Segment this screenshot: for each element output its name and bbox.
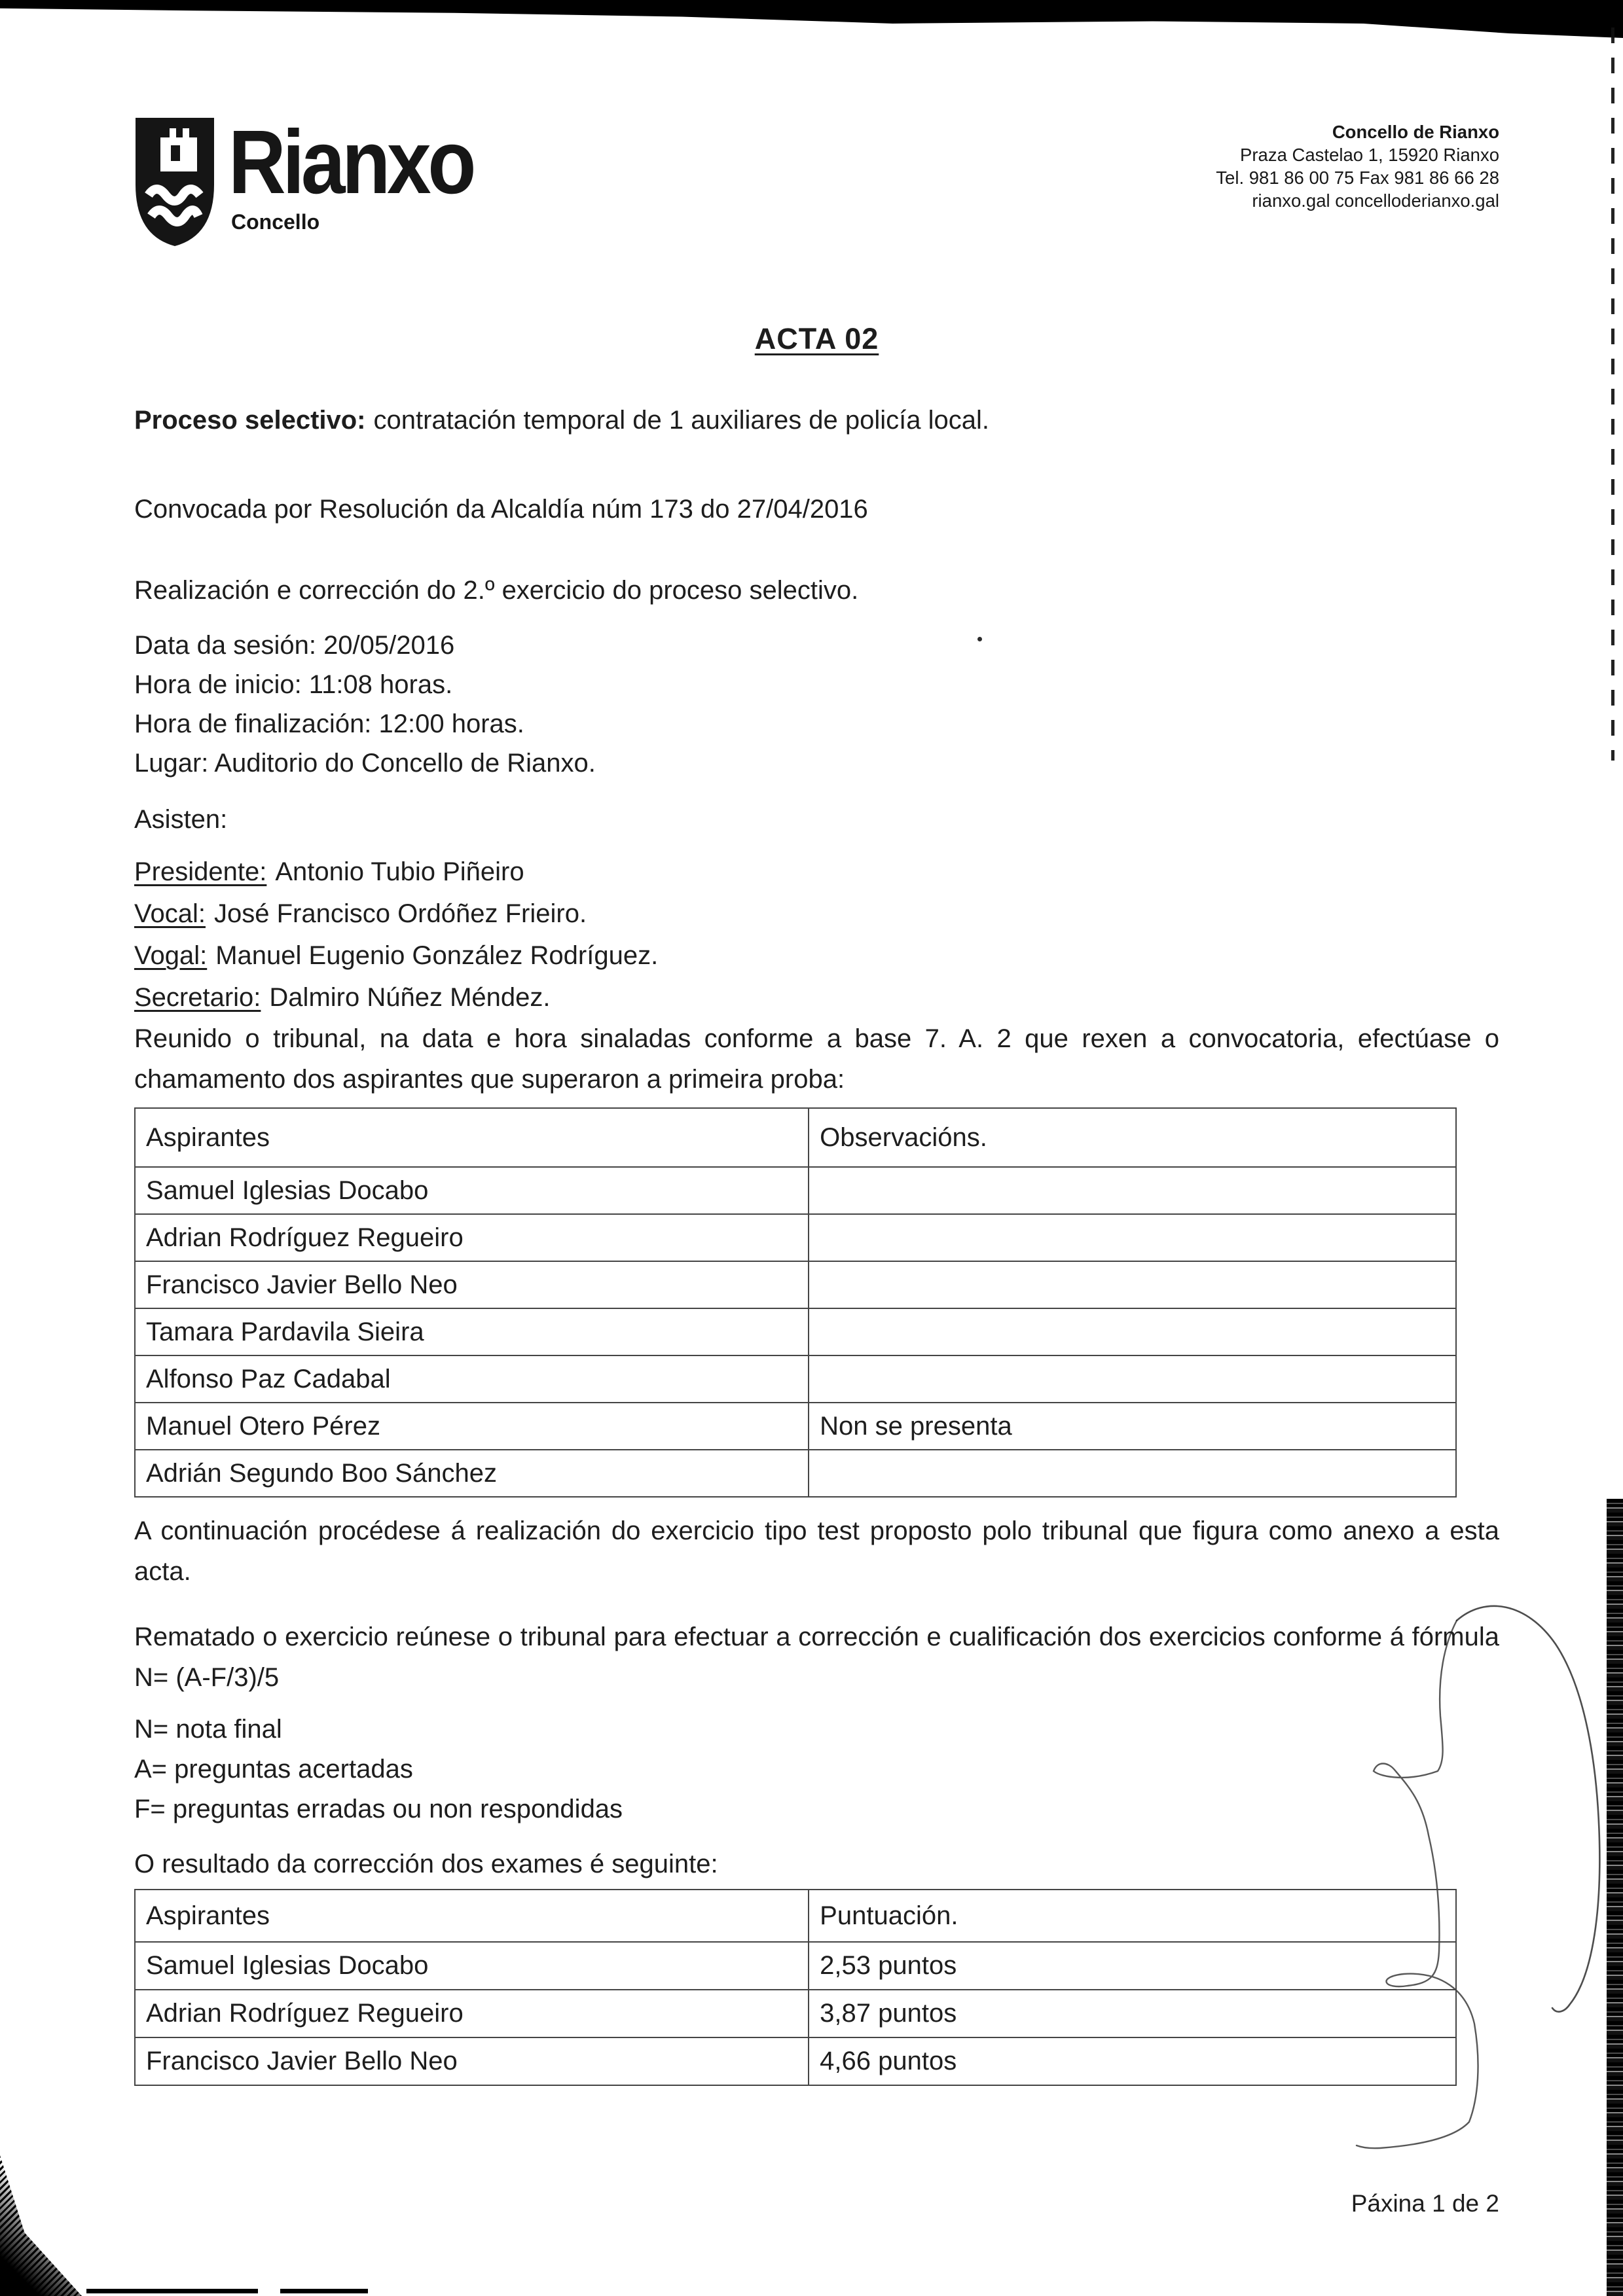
table-row: [135, 1942, 1456, 1990]
tribunal-member: [134, 935, 1499, 977]
column-header-aspirantes: Aspirantes: [135, 1108, 809, 1167]
observacions-cell: [809, 1450, 1456, 1497]
column-header-observacions: Observacións.: [809, 1108, 1456, 1167]
aspirante-cell: Francisco Javier Bello Neo: [135, 1261, 809, 1308]
observacions-cell: [809, 1261, 1456, 1308]
tribunal-role: Vocal:: [134, 899, 206, 928]
aspirante-cell: Francisco Javier Bello Neo: [135, 2037, 809, 2085]
reunido-paragraph: Reunido o tribunal, na data e hora sinaladas conforme a base 7. A. 2 que rexen a convocatoria, efectúase o chamamento dos aspirantes que superaron a primeira proba:: [134, 1024, 1499, 1094]
proceso-text: contratación temporal de 1 auxiliares de policía local.: [373, 406, 990, 435]
aspirante-cell: Tamara Pardavila Sieira: [135, 1308, 809, 1355]
aspirante-cell: Adrián Segundo Boo Sánchez: [135, 1450, 809, 1497]
tribunal-role: Secretario:: [134, 983, 261, 1012]
tribunal-name: Dalmiro Núñez Méndez.: [269, 983, 551, 1012]
tribunal-name: Manuel Eugenio González Rodríguez.: [215, 941, 659, 970]
logo-text: [228, 112, 506, 247]
tribunal-name: Antonio Tubio Piñeiro: [275, 857, 524, 886]
convocada-line: Convocada por Resolución da Alcaldía núm 173 do 27/04/2016: [134, 495, 868, 524]
aspirante-cell: Adrian Rodríguez Regueiro: [135, 1214, 809, 1261]
observacions-cell: [809, 1355, 1456, 1403]
table-row: [135, 1308, 1456, 1355]
formula-legend: [134, 1710, 1499, 1829]
aspirante-cell: Manuel Otero Pérez: [135, 1403, 809, 1450]
realizacion-line: Realización e corrección do 2.º exercicio do proceso selectivo.: [134, 576, 859, 605]
aspirante-cell: Adrian Rodríguez Regueiro: [135, 1990, 809, 2037]
resultado-line: O resultado da corrección dos exames é seguinte:: [134, 1850, 718, 1878]
scan-artifact-right-edge-dashes: [1611, 27, 1614, 761]
table-row: [135, 1990, 1456, 2037]
address-org: Concello de Rianxo: [1332, 122, 1499, 142]
column-header-puntuacion: Puntuación.: [809, 1890, 1456, 1942]
formula-a-line: A= preguntas acertadas: [134, 1755, 413, 1784]
tribunal-member: [134, 893, 1499, 935]
tribunal-name: José Francisco Ordóñez Frieiro.: [213, 899, 587, 928]
aspirante-cell: Samuel Iglesias Docabo: [135, 1942, 809, 1990]
document-title: ACTA 02: [754, 322, 879, 355]
tribunal-member: [134, 851, 1499, 893]
coat-of-arms-icon: [134, 117, 215, 247]
tribunal-member: [134, 977, 1499, 1018]
tribunal-members: [134, 851, 1499, 1018]
asisten-label: Asisten:: [134, 805, 228, 834]
table-row: [135, 1355, 1456, 1403]
observacions-cell: [809, 1214, 1456, 1261]
table-header-row: [135, 1890, 1456, 1942]
tribunal-role: Presidente:: [134, 857, 267, 886]
tribunal-role: Vogal:: [134, 941, 208, 970]
address-phone: Tel. 981 86 00 75 Fax 981 86 66 28: [1216, 168, 1499, 188]
proceso-label: Proceso selectivo:: [134, 406, 366, 435]
logo-name: Rianxo: [228, 112, 473, 213]
session-place: Lugar: Auditorio do Concello de Rianxo.: [134, 749, 596, 778]
table-row: [135, 1403, 1456, 1450]
observacions-cell: Non se presenta: [809, 1403, 1456, 1450]
puntuacion-cell: 4,66 puntos: [809, 2037, 1456, 2085]
puntuacion-cell: 3,87 puntos: [809, 1990, 1456, 2037]
observacions-cell: [809, 1308, 1456, 1355]
table-row: [135, 1214, 1456, 1261]
table-row: [135, 1167, 1456, 1214]
table-row: [135, 2037, 1456, 2085]
continuacion-paragraph: A continuación procédese á realización do exercicio tipo test proposto polo tribunal que figura como anexo a esta acta.: [134, 1516, 1499, 1586]
proceso-selectivo-line: [134, 401, 1499, 440]
address-web: rianxo.gal concelloderianxo.gal: [1252, 190, 1499, 211]
aspirante-cell: Alfonso Paz Cadabal: [135, 1355, 809, 1403]
document-content: [134, 0, 1499, 2296]
table-header-row: [135, 1108, 1456, 1167]
scan-artifact-right-edge-band: [1607, 1499, 1623, 2296]
observacions-cell: [809, 1167, 1456, 1214]
letterhead-address: [1216, 117, 1499, 212]
formula-n-line: N= nota final: [134, 1715, 282, 1744]
rianxo-logo: [134, 112, 506, 247]
formula-f-line: F= preguntas erradas ou non respondidas: [134, 1795, 623, 1823]
aspirantes-observacions-table: [134, 1107, 1457, 1498]
session-details: [134, 626, 1499, 783]
session-start-time: Hora de inicio: 11:08 horas.: [134, 670, 453, 699]
logo-subtitle: Concello: [231, 210, 320, 234]
table-row: [135, 1450, 1456, 1497]
column-header-aspirantes: Aspirantes: [135, 1890, 809, 1942]
puntuacion-cell: 2,53 puntos: [809, 1942, 1456, 1990]
letterhead: [134, 112, 1499, 247]
table-row: [135, 1261, 1456, 1308]
aspirantes-puntuacion-table: [134, 1889, 1457, 2086]
scan-artifact-bottom-left-corner: [0, 2155, 82, 2296]
session-date: Data da sesión: 20/05/2016: [134, 631, 455, 660]
address-street: Praza Castelao 1, 15920 Rianxo: [1240, 145, 1499, 165]
session-end-time: Hora de finalización: 12:00 horas.: [134, 709, 524, 738]
page-number: Páxina 1 de 2: [1351, 2190, 1499, 2217]
aspirante-cell: Samuel Iglesias Docabo: [135, 1167, 809, 1214]
rematado-paragraph: Rematado o exercicio reúnese o tribunal para efectuar a corrección e cualificación dos exercicios conforme á fórmula N= (A-F/3)/5: [134, 1623, 1499, 1692]
